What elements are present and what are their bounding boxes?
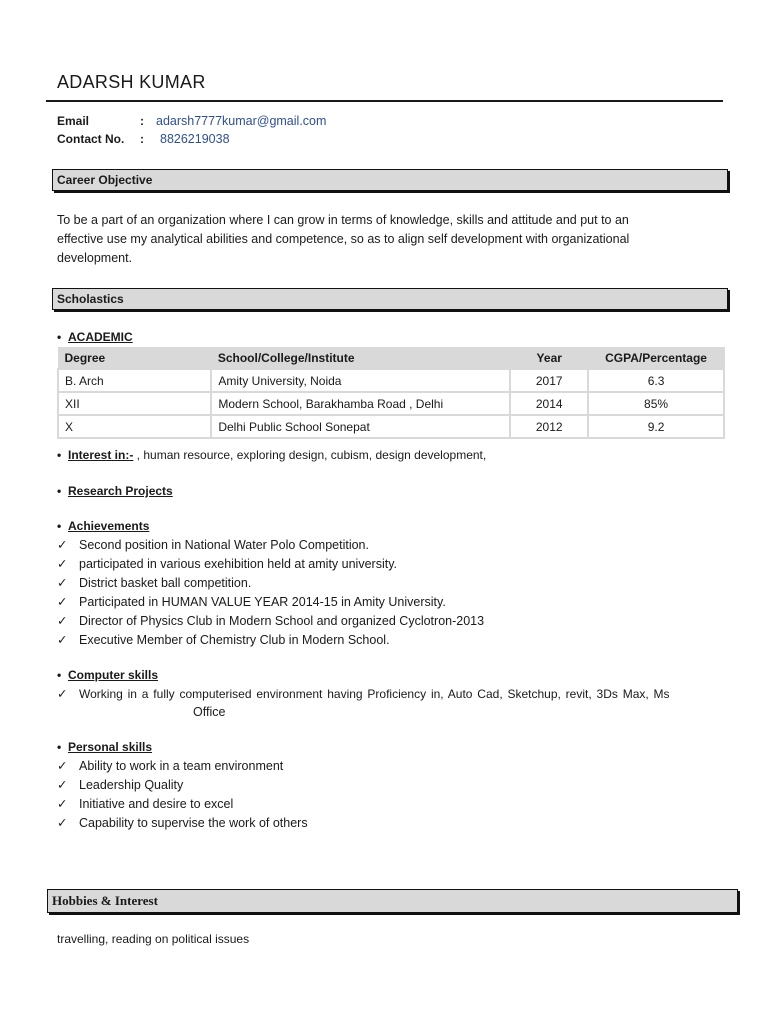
name-divider <box>46 100 723 102</box>
table-cell: XII <box>58 392 211 415</box>
career-line-2: effective use my analytical abilities and competence, so as to align self development with organizational <box>57 232 630 246</box>
checkmark-icon: ✓ <box>57 633 68 647</box>
list-item: ✓ Working in a fully computerised environment having Proficiency in, Auto Cad, Sketchup, revit, 3Ds Max, Ms <box>57 687 670 701</box>
column-header: CGPA/Percentage <box>588 348 724 370</box>
career-line-1: To be a part of an organization where I can grow in terms of knowledge, skills and attitude and put to an <box>57 213 629 227</box>
table-cell: B. Arch <box>58 369 211 392</box>
resume-name: ADARSH KUMAR <box>57 72 206 92</box>
hobbies-text: travelling, reading on political issues <box>57 932 250 946</box>
list-item: ✓ Director of Physics Club in Modern School and organized Cyclotron-2013 <box>57 614 485 628</box>
column-header: School/College/Institute <box>211 348 510 370</box>
list-item: ✓ participated in various exehibition held at amity university. <box>57 557 397 571</box>
bullet-icon: • <box>57 448 62 462</box>
phone-value[interactable]: 8826219038 <box>160 132 230 146</box>
list-item: ✓ Initiative and desire to excel <box>57 797 234 811</box>
list-item-continuation: Office <box>193 705 226 719</box>
phone-colon: : <box>140 132 144 146</box>
checkmark-icon: ✓ <box>57 687 68 701</box>
checkmark-icon: ✓ <box>57 797 68 811</box>
bullet-icon: • <box>57 740 62 754</box>
table-cell: 2017 <box>510 369 588 392</box>
research-projects-heading: • Research Projects <box>57 484 173 498</box>
table-cell: X <box>58 415 211 438</box>
bullet-icon: • <box>57 668 62 682</box>
table-cell: Modern School, Barakhamba Road , Delhi <box>211 392 510 415</box>
bullet-icon: • <box>57 519 62 533</box>
table-row <box>58 415 724 438</box>
computer-skills-heading: • Computer skills <box>57 668 159 682</box>
table-cell: 85% <box>588 392 724 415</box>
hobbies-header: Hobbies & Interest <box>47 889 738 913</box>
list-item: ✓ District basket ball competition. <box>57 576 252 590</box>
table-row <box>58 369 724 392</box>
table-header-row <box>58 348 724 370</box>
email-label: Email <box>57 114 90 128</box>
table-cell: 2014 <box>510 392 588 415</box>
bullet-icon: • <box>57 484 62 498</box>
column-header: Year <box>510 348 588 370</box>
academic-heading: • ACADEMIC <box>57 330 133 344</box>
interest-line <box>57 448 486 462</box>
list-item: ✓ Participated in HUMAN VALUE YEAR 2014-15 in Amity University. <box>57 595 446 609</box>
career-line-3: development. <box>57 251 133 265</box>
personal-skills-heading: • Personal skills <box>57 740 153 754</box>
list-item: ✓ Leadership Quality <box>57 778 184 792</box>
checkmark-icon: ✓ <box>57 816 68 830</box>
email-colon: : <box>140 114 144 128</box>
list-item: ✓ Ability to work in a team environment <box>57 759 284 773</box>
checkmark-icon: ✓ <box>57 576 68 590</box>
academic-table <box>57 347 725 439</box>
email-value[interactable]: adarsh7777kumar@gmail.com <box>156 114 327 128</box>
career-objective-text <box>57 211 717 268</box>
interest-text: , human resource, exploring design, cubism, design development, <box>133 448 487 462</box>
checkmark-icon: ✓ <box>57 759 68 773</box>
checkmark-icon: ✓ <box>57 538 68 552</box>
table-cell: Amity University, Noida <box>211 369 510 392</box>
checkmark-icon: ✓ <box>57 557 68 571</box>
table-cell: Delhi Public School Sonepat <box>211 415 510 438</box>
column-header: Degree <box>58 348 211 370</box>
table-cell: 6.3 <box>588 369 724 392</box>
scholastics-header: Scholastics <box>52 288 728 310</box>
interest-label: Interest in:- <box>68 448 134 462</box>
checkmark-icon: ✓ <box>57 614 68 628</box>
table-row <box>58 392 724 415</box>
checkmark-icon: ✓ <box>57 595 68 609</box>
achievements-heading: • Achievements <box>57 519 150 533</box>
table-cell: 2012 <box>510 415 588 438</box>
phone-label: Contact No. <box>57 132 125 146</box>
list-item: ✓ Capability to supervise the work of others <box>57 816 308 830</box>
bullet-icon: • <box>57 330 62 344</box>
career-objective-header: Career Objective <box>52 169 728 191</box>
list-item: ✓ Executive Member of Chemistry Club in Modern School. <box>57 633 390 647</box>
checkmark-icon: ✓ <box>57 778 68 792</box>
table-cell: 9.2 <box>588 415 724 438</box>
list-item: ✓ Second position in National Water Polo Competition. <box>57 538 369 552</box>
